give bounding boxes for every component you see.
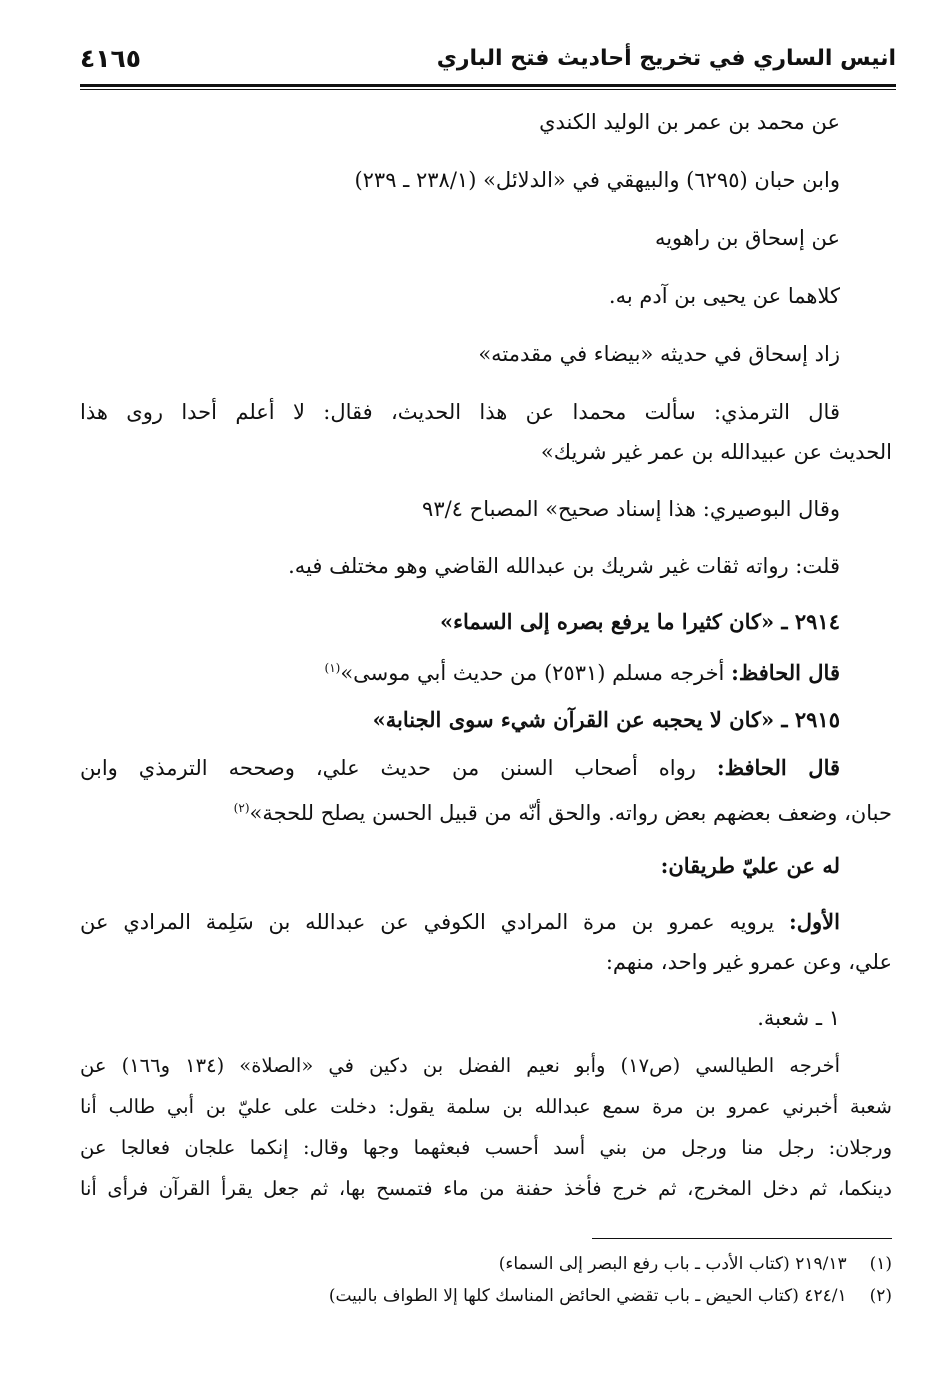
text-line xyxy=(80,752,892,784)
text-line: زاد إسحاق في حديثه «بيضاء في مقدمته» xyxy=(478,342,840,366)
text-line: كلاهما عن يحيى بن آدم به. xyxy=(608,284,840,308)
header-rule-thick xyxy=(80,84,896,87)
text-line: دينكما، ثم دخل المخرج، ثم خرج فأخذ حفنة من ماء فتمسح بها، ثم جعل يقرأ القرآن فرأى أنا xyxy=(80,1177,892,1200)
footnote-number: (٢) xyxy=(869,1286,892,1306)
text-line xyxy=(80,792,892,824)
book-title: انيس الساري في تخريج أحاديث فتح الباري xyxy=(436,46,896,71)
footnote-text: ٢١٩/١٣ (كتاب الأدب ـ باب رفع البصر إلى السماء) xyxy=(498,1254,847,1274)
footnote-ref-1: (١) xyxy=(324,661,341,675)
running-header xyxy=(80,44,896,84)
text-line: عن محمد بن عمر بن الوليد الكندي xyxy=(539,110,840,134)
text-line xyxy=(80,652,892,684)
text-line xyxy=(80,906,892,938)
hadith-heading-2914: ٢٩١٤ ـ «كان كثيرا ما يرفع بصره إلى السماء» xyxy=(440,609,840,634)
label-al-awwal: الأول: xyxy=(789,909,840,934)
text-line: قال الترمذي: سألت محمدا عن هذا الحديث، فقال: لا أعلم أحدا روى هذا xyxy=(80,400,840,424)
text-span: حبان، وضعف بعضهم بعض رواته. والحق أنّه من قبيل الحسن يصلح للحجة» xyxy=(249,801,892,825)
footnote-separator xyxy=(592,1238,892,1239)
text-line: علي، وعن عمرو غير واحد، منهم: xyxy=(605,950,892,974)
footnote-ref-2: (٢) xyxy=(233,801,250,815)
text-line: الحديث عن عبيدالله بن عمر غير شريك» xyxy=(540,440,892,464)
footnote-number: (١) xyxy=(869,1254,892,1274)
text-line: وقال البوصيري: هذا إسناد صحيح» المصباح ٩٣/٤ xyxy=(422,497,840,521)
list-item-1: ١ ـ شعبة. xyxy=(757,1006,840,1030)
footnote-text: ٤٢٤/١ (كتاب الحيض ـ باب تقضي الحائض المناسك كلها إلا الطواف بالبيت) xyxy=(328,1286,847,1306)
header-rule-thin xyxy=(80,89,896,90)
section-heading: له عن عليّ طريقان: xyxy=(660,853,840,878)
page-number: ٤١٦٥ xyxy=(80,44,142,73)
label-qal-al-hafiz: قال الحافظ: xyxy=(731,660,840,685)
text-line: قلت: رواته ثقات غير شريك بن عبدالله القاضي وهو مختلف فيه. xyxy=(288,554,840,578)
label-qal-al-hafiz: قال الحافظ: xyxy=(716,755,840,780)
text-line: ورجلان: رجل منا ورجل من بني أسد أحسب فبعثهما وجها وقال: إنكما علجان فعالجا عن xyxy=(80,1136,892,1159)
text-line: وابن حبان (٦٢٩٥) والبيهقي في «الدلائل» (٢٣٨/١ ـ ٢٣٩) xyxy=(354,168,840,192)
text-span: أخرجه مسلم (٢٥٣١) من حديث أبي موسى» xyxy=(340,661,725,685)
text-line: عن إسحاق بن راهويه xyxy=(654,226,840,250)
text-span: يرويه عمرو بن مرة المرادي الكوفي عن عبدالله بن سَلِمة المرادي عن xyxy=(80,910,775,934)
footnote xyxy=(329,1282,892,1310)
text-line: أخرجه الطيالسي (ص١٧) وأبو نعيم الفضل بن دكين في «الصلاة» (١٣٤ و١٦٦) عن xyxy=(80,1054,840,1077)
text-line: شعبة أخبرني عمرو بن مرة سمع عبدالله بن سلمة يقول: دخلت على عليّ بن أبي طالب أنا xyxy=(80,1095,892,1118)
footnote xyxy=(499,1250,892,1278)
text-span: رواه أصحاب السنن من حديث علي، وصححه الترمذي وابن xyxy=(80,756,696,780)
hadith-heading-2915: ٢٩١٥ ـ «كان لا يحجبه عن القرآن شيء سوى الجنابة» xyxy=(372,707,840,732)
